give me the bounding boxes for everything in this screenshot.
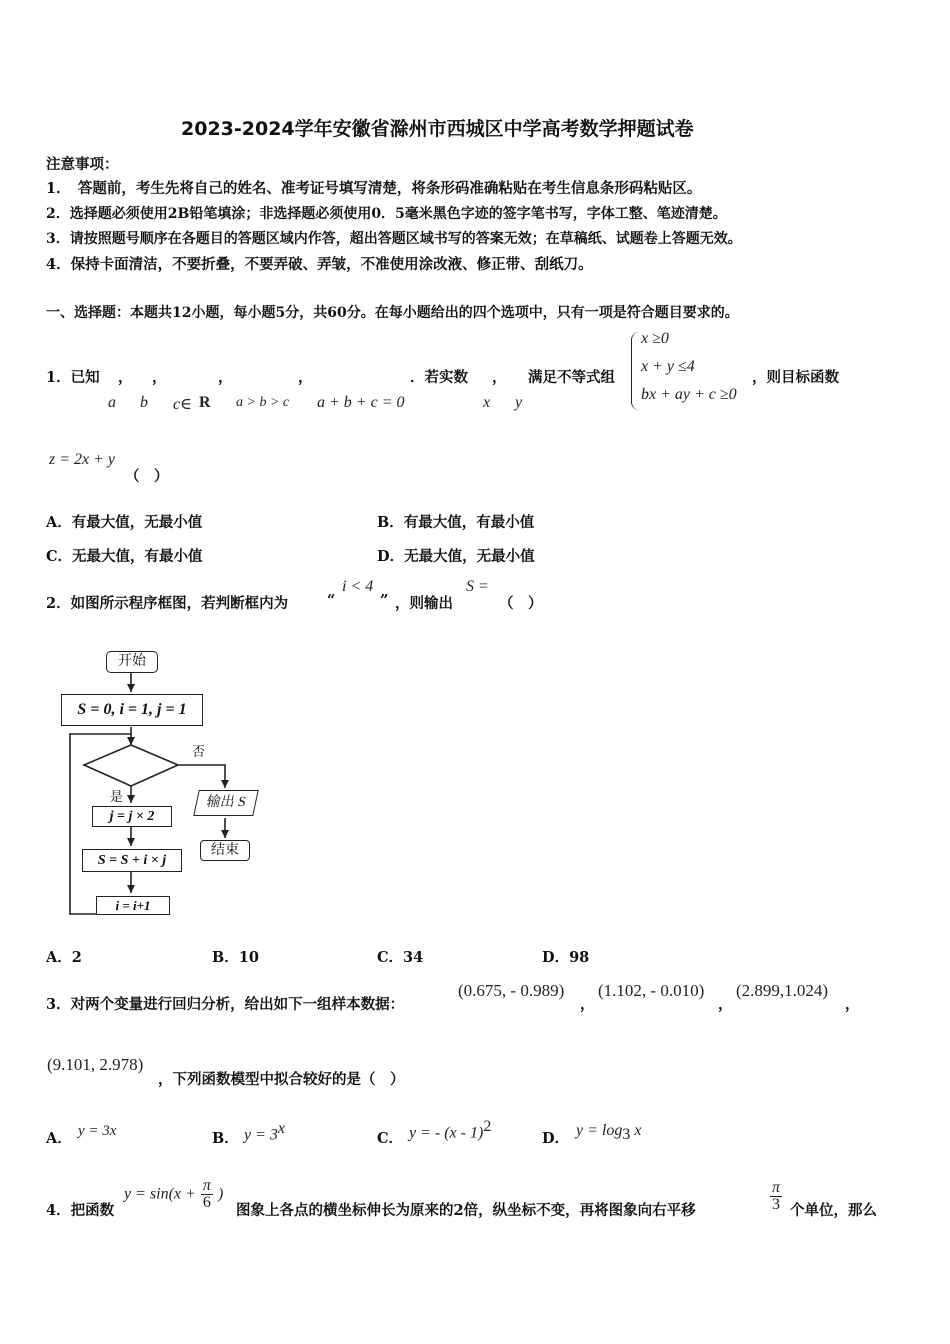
option-d-subscript: 3 bbox=[622, 1126, 631, 1144]
q2-condition: i < 4 bbox=[342, 578, 374, 595]
notice-item: 1． 答题前，考生先将自己的姓名、准考证号填写清楚，将条形码准确粘贴在考生信息条形码粘贴区。 bbox=[46, 180, 702, 197]
sample-point: (9.101, 2.978) bbox=[47, 1055, 144, 1074]
option-a-formula: y = 3x bbox=[78, 1123, 117, 1139]
option-d-label: D． bbox=[542, 1130, 570, 1147]
option-c-exponent: 2 bbox=[483, 1118, 492, 1135]
q2-text: ，则输出 bbox=[395, 595, 453, 612]
flow-start: 开始 bbox=[106, 651, 158, 673]
flow-init: S = 0, i = 1, j = 1 bbox=[61, 694, 203, 726]
option-a: A．有最大值，无最小值 bbox=[46, 514, 203, 531]
q4-func-b: ) bbox=[218, 1185, 224, 1203]
flow-step-j: j = j × 2 bbox=[92, 806, 172, 827]
math-x: x bbox=[483, 394, 491, 411]
answer-paren: （ ） bbox=[499, 595, 543, 612]
answer-paren: （ ） bbox=[125, 468, 169, 485]
notice-item: 2．选择题必须使用2B铅笔填涂；非选择题必须使用0．5毫米黑色字迹的签字笔书写，字体工整、笔迹清楚。 bbox=[46, 206, 727, 222]
q3-comma: ， bbox=[845, 996, 860, 1013]
q1-comma: ， bbox=[152, 369, 167, 386]
option-b-formula bbox=[244, 1120, 285, 1144]
flow-step-i: i = i+1 bbox=[96, 896, 170, 915]
flowchart-lines bbox=[0, 630, 280, 930]
objective-function: z = 2x + y bbox=[49, 451, 116, 468]
option-d: D．无最大值，无最小值 bbox=[377, 548, 535, 565]
q1-text: ，则目标函数 bbox=[752, 369, 839, 386]
option-c: C．无最大值，有最小值 bbox=[46, 548, 203, 565]
q3-comma: ， bbox=[718, 996, 733, 1013]
math-b: b bbox=[140, 394, 148, 411]
option-b: B．10 bbox=[212, 949, 259, 966]
option-d-base: y = log bbox=[576, 1122, 623, 1139]
q3-comma: ， bbox=[580, 996, 595, 1013]
q1-comma: ， bbox=[492, 369, 507, 386]
q3-text: ，下列函数模型中拟合较好的是（ ） bbox=[158, 1071, 405, 1088]
math-sum: a + b + c = 0 bbox=[317, 394, 405, 411]
q2-lead: 2．如图所示程序框图，若判断框内为 bbox=[46, 595, 289, 612]
math-ineq: a > b > c bbox=[236, 395, 290, 410]
q4-text: 图象上各点的横坐标伸长为原来的2倍，纵坐标不变，再将图象向右平移 bbox=[236, 1202, 696, 1219]
sample-point: (1.102, - 0.010) bbox=[598, 981, 705, 1000]
frac-numerator: π bbox=[202, 1177, 211, 1194]
section-heading: 一、选择题：本题共12小题，每小题5分，共60分。在每小题给出的四个选项中，只有一项是符合题目要求的。 bbox=[46, 305, 739, 321]
math-a: a bbox=[108, 394, 116, 411]
system-brace bbox=[631, 332, 641, 410]
q4-func-a: y = sin(x + bbox=[124, 1185, 196, 1203]
system-line-3: bx + ay + c ≥0 bbox=[641, 386, 737, 403]
option-b-label: B． bbox=[212, 1130, 239, 1147]
system-line-2: x + y ≤4 bbox=[641, 358, 695, 375]
math-R: R bbox=[199, 394, 211, 411]
sample-point: (0.675, - 0.989) bbox=[458, 981, 565, 1000]
page-title: 2023-2024学年安徽省滁州市西城区中学高考数学押题试卷 bbox=[181, 118, 694, 140]
option-a-label: A． bbox=[46, 1130, 72, 1147]
system-line-1: x ≥0 bbox=[641, 330, 669, 347]
q1-text: ．若实数 bbox=[410, 369, 468, 386]
flow-no-label: 否 bbox=[192, 745, 206, 760]
notice-item: 3．请按照题号顺序在各题目的答题区域内作答，超出答题区域书写的答案无效；在草稿纸、试题卷上答题无效。 bbox=[46, 231, 742, 247]
q1-comma: ， bbox=[298, 369, 313, 386]
q4-text: 个单位，那么 bbox=[790, 1202, 877, 1219]
q3-lead: 3．对两个变量进行回归分析，给出如下一组样本数据： bbox=[46, 996, 405, 1013]
option-c-formula bbox=[409, 1118, 491, 1142]
option-b: B．有最大值，有最小值 bbox=[377, 514, 535, 531]
option-a: A．2 bbox=[46, 949, 82, 966]
q2-quote: ” bbox=[380, 592, 389, 609]
flow-output: 输出 S bbox=[193, 790, 259, 816]
q2-quote: “ bbox=[327, 592, 336, 609]
option-c: C．34 bbox=[377, 949, 424, 966]
sample-point: (2.899,1.024) bbox=[736, 981, 829, 1000]
math-y: y bbox=[515, 394, 523, 411]
flow-step-s: S = S + i × j bbox=[82, 849, 182, 872]
pi-over-6 bbox=[201, 1178, 213, 1211]
flow-end: 结束 bbox=[200, 840, 250, 861]
math-c-in: c∈ bbox=[173, 396, 192, 413]
q1-comma: ， bbox=[218, 369, 233, 386]
frac-denominator: 6 bbox=[202, 1194, 211, 1211]
q1-lead: 1．已知 bbox=[46, 369, 100, 386]
option-d-tail: x bbox=[630, 1122, 642, 1139]
option-c-base: y = - (x - 1) bbox=[409, 1124, 484, 1142]
q4-function bbox=[124, 1178, 223, 1211]
q2-output-S: S = bbox=[466, 578, 489, 595]
frac-denominator: 3 bbox=[772, 1196, 780, 1213]
notice-item: 4．保持卡面清洁，不要折叠，不要弄破、弄皱，不准使用涂改液、修正带、刮纸刀。 bbox=[46, 256, 593, 273]
frac-numerator: π bbox=[772, 1179, 781, 1196]
option-b-exponent: x bbox=[277, 1120, 286, 1137]
option-c-label: C． bbox=[377, 1130, 404, 1147]
q4-lead: 4．把函数 bbox=[46, 1202, 115, 1219]
q1-text: 满足不等式组 bbox=[528, 369, 615, 386]
q4-shift bbox=[770, 1180, 782, 1213]
option-d: D．98 bbox=[542, 949, 590, 966]
q1-comma: ， bbox=[118, 369, 133, 386]
option-d-formula bbox=[576, 1120, 641, 1144]
notice-heading: 注意事项： bbox=[46, 156, 119, 173]
flow-yes-label: 是 bbox=[110, 790, 124, 805]
option-b-base: y = 3 bbox=[244, 1126, 278, 1144]
pi-over-3 bbox=[770, 1180, 782, 1213]
